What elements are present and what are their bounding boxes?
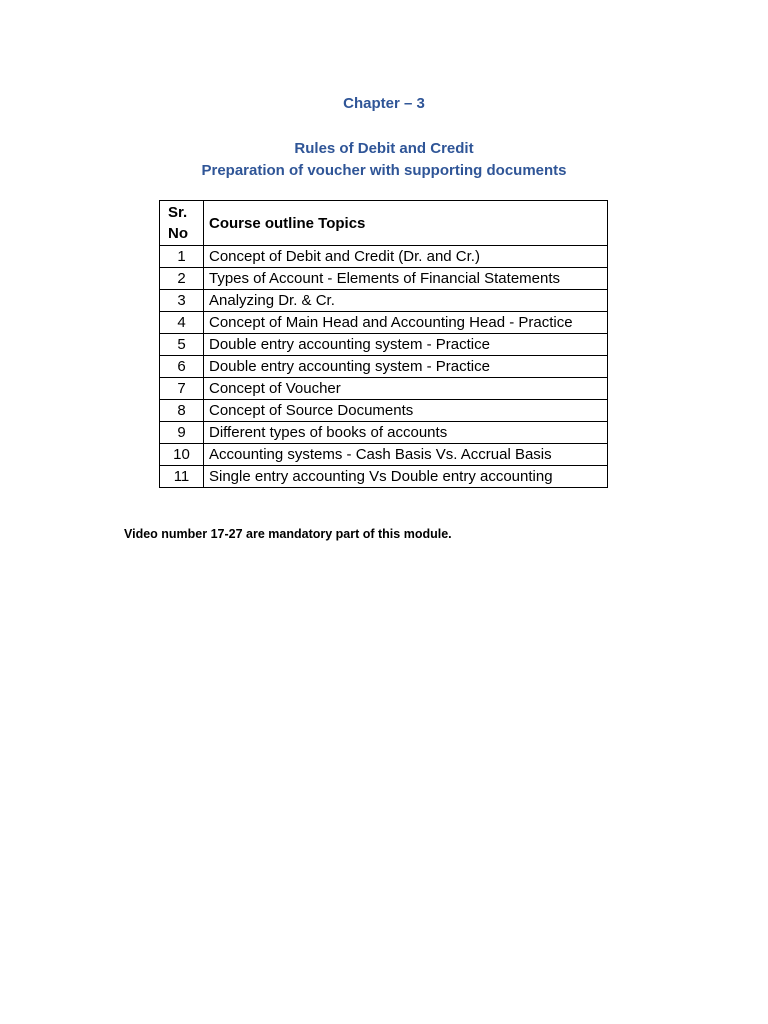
table-row [160, 290, 608, 312]
row-topic: Concept of Source Documents [204, 400, 608, 422]
table-header-row [160, 201, 608, 246]
row-sr-no: 1 [160, 246, 204, 268]
sr-no-header-line2: No [168, 225, 188, 242]
row-topic: Single entry accounting Vs Double entry accounting [204, 466, 608, 488]
row-sr-no: 10 [160, 444, 204, 466]
table-row [160, 356, 608, 378]
row-topic: Concept of Main Head and Accounting Head - Practice [204, 312, 608, 334]
row-sr-no: 6 [160, 356, 204, 378]
row-topic: Double entry accounting system - Practice [204, 334, 608, 356]
table-row [160, 466, 608, 488]
chapter-subtitle-voucher: Preparation of voucher with supporting documents [201, 162, 567, 179]
row-sr-no: 9 [160, 422, 204, 444]
row-sr-no: 8 [160, 400, 204, 422]
table-row [160, 312, 608, 334]
row-sr-no: 4 [160, 312, 204, 334]
topics-header: Course outline Topics [204, 201, 608, 246]
table-row [160, 378, 608, 400]
row-sr-no: 2 [160, 268, 204, 290]
table-row [160, 422, 608, 444]
table-row [160, 334, 608, 356]
row-topic: Different types of books of accounts [204, 422, 608, 444]
table-row [160, 444, 608, 466]
row-topic: Double entry accounting system - Practice [204, 356, 608, 378]
sr-no-header-line1: Sr. [168, 204, 188, 221]
row-sr-no: 7 [160, 378, 204, 400]
row-sr-no: 3 [160, 290, 204, 312]
table-row [160, 246, 608, 268]
sr-no-header [160, 201, 204, 246]
course-outline-table [159, 200, 608, 488]
row-topic: Concept of Debit and Credit (Dr. and Cr.) [204, 246, 608, 268]
row-topic: Accounting systems - Cash Basis Vs. Accrual Basis [204, 444, 608, 466]
table-row [160, 268, 608, 290]
table-row [160, 400, 608, 422]
row-sr-no: 11 [160, 466, 204, 488]
row-topic: Analyzing Dr. & Cr. [204, 290, 608, 312]
row-topic: Types of Account - Elements of Financial Statements [204, 268, 608, 290]
row-sr-no: 5 [160, 334, 204, 356]
chapter-title: Chapter – 3 [343, 95, 425, 112]
chapter-subtitle-rules: Rules of Debit and Credit [294, 140, 474, 157]
module-footnote: Video number 17-27 are mandatory part of this module. [124, 527, 452, 541]
row-topic: Concept of Voucher [204, 378, 608, 400]
